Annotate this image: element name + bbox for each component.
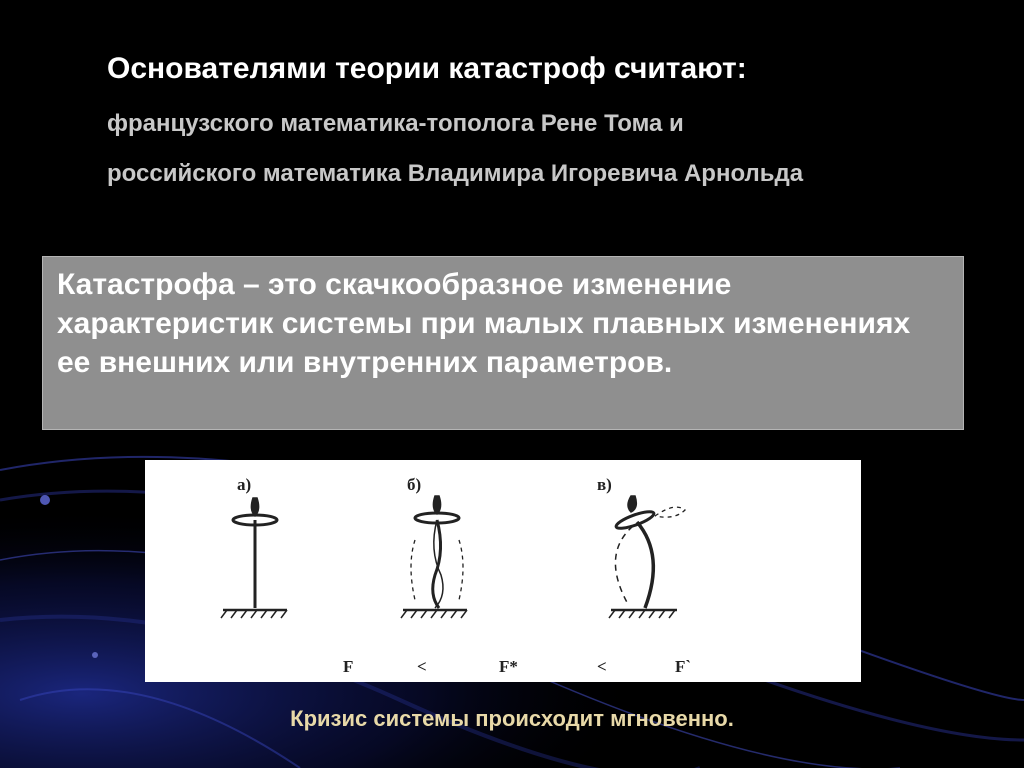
- definition-text: Катастрофа – это скачкообразное изменение характеристик системы при малых плавных изменениях ее внешних или внутренних параметров.: [57, 268, 911, 379]
- definition-box: [42, 256, 964, 430]
- force-label-f: F: [343, 657, 354, 676]
- stick-buckled: [609, 496, 685, 618]
- founder-arnold-line: российского математика Владимира Игоревича Арнольда: [107, 160, 804, 187]
- founder-thom-line: французского математика-тополога Рене Тома и: [107, 110, 684, 137]
- slide-title: Основателями теории катастроф считают:: [107, 52, 747, 85]
- panel-label-v: в): [597, 475, 612, 494]
- stick-buckling-illustration: [145, 460, 861, 682]
- force-label-f-star: F*: [499, 657, 518, 676]
- panel-label-b: б): [407, 475, 422, 494]
- less-than-sign-1: <: [417, 657, 427, 676]
- catastrophe-figure: [145, 460, 861, 682]
- panel-label-a: а): [237, 475, 252, 494]
- less-than-sign-2: <: [597, 657, 607, 676]
- crisis-caption: Кризис системы происходит мгновенно.: [290, 706, 734, 731]
- force-label-f-critical: F`: [675, 657, 692, 676]
- stick-straight: [221, 498, 287, 618]
- stick-vibrating: [401, 496, 467, 618]
